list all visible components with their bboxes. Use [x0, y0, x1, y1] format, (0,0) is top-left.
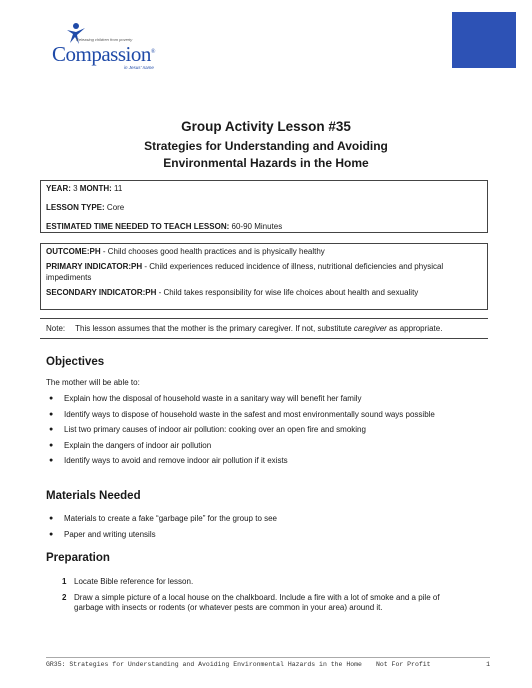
- outcome-line: [46, 246, 482, 257]
- step-number: 1: [62, 577, 67, 586]
- list-item: 1 Locate Bible reference for lesson.: [62, 577, 194, 586]
- header-color-block: [452, 12, 516, 68]
- bullet-icon: ●: [49, 426, 54, 433]
- primary-indicator-label: PRIMARY INDICATOR:PH: [46, 262, 143, 271]
- materials-heading: Materials Needed: [46, 490, 141, 502]
- compassion-logo: [52, 22, 162, 68]
- time-value: 60-90 Minutes: [229, 222, 283, 231]
- list-item: ● Identify ways to avoid and remove indoor air pollution if it exists: [49, 456, 288, 465]
- lesson-type-line: [46, 202, 482, 213]
- page-number: 1: [486, 661, 490, 668]
- time-label: ESTIMATED TIME NEEDED TO TEACH LESSON:: [46, 222, 230, 231]
- subtitle-line-2: Environmental Hazards in the Home: [163, 156, 369, 170]
- note-box: [40, 318, 488, 339]
- logo-subline: in Jesus' name: [124, 65, 154, 70]
- list-item: ● Identify ways to dispose of household waste in the safest and most environmentally sound ways possible: [49, 409, 435, 419]
- lesson-info-box: [40, 180, 488, 233]
- subtitle-line-1: Strategies for Understanding and Avoiding: [144, 139, 388, 153]
- month-label: MONTH:: [79, 184, 112, 193]
- preparation-heading: Preparation: [46, 552, 110, 564]
- list-item: ● Explain how the disposal of household waste in a sanitary way will benefit her family: [49, 394, 362, 403]
- year-value: 3: [70, 184, 80, 193]
- year-month-line: [46, 183, 482, 194]
- secondary-indicator-label: SECONDARY INDICATOR:PH: [46, 288, 157, 297]
- bullet-icon: ●: [49, 441, 54, 449]
- list-item: ● Explain the dangers of indoor air pollution: [49, 440, 212, 450]
- year-label: YEAR:: [46, 184, 71, 193]
- note-label: Note:: [46, 324, 66, 333]
- preparation-list: [46, 577, 466, 619]
- bullet-icon: ●: [49, 410, 54, 418]
- primary-indicator-text: - Child experiences reduced incidence of illness, nutritional deficiencies and physical impediments: [46, 262, 444, 282]
- bullet-icon: ●: [49, 457, 54, 464]
- primary-indicator-line: [46, 261, 482, 283]
- bullet-icon: ●: [49, 530, 54, 538]
- month-value: 11: [111, 184, 123, 193]
- secondary-indicator-line: [46, 287, 482, 298]
- lesson-type-value: Core: [104, 203, 125, 212]
- outcome-box: [40, 243, 488, 310]
- list-item: 2 Draw a simple picture of a local house on the chalkboard. Include a fire with a lot of smoke and a pile of garbage with insects or rodents (or whatever pests are common in your area) around it.: [62, 592, 440, 612]
- bullet-icon: ●: [49, 395, 54, 402]
- list-item: ● Materials to create a fake “garbage pile” for the group to see: [49, 514, 278, 523]
- title-block: [0, 119, 532, 172]
- outcome-label: OUTCOME:PH: [46, 247, 101, 256]
- materials-list: [46, 514, 466, 545]
- page-title: Group Activity Lesson #35: [181, 119, 351, 134]
- list-item: ● List two primary causes of indoor air pollution: cooking over an open fire and smoking: [49, 425, 366, 434]
- footer-document-title: GR35: Strategies for Understanding and Avoiding Environmental Hazards in the Home: [46, 661, 362, 668]
- logo-tagline: Releasing children from poverty: [76, 37, 133, 42]
- time-line: [46, 221, 482, 232]
- objectives-intro: The mother will be able to:: [46, 378, 140, 387]
- note-text: This lesson assumes that the mother is the primary caregiver. If not, substitute caregiver as appropriate.: [75, 324, 443, 333]
- outcome-text: - Child chooses good health practices and is physically healthy: [100, 247, 325, 256]
- objectives-heading: Objectives: [46, 356, 105, 368]
- bullet-icon: ●: [49, 515, 54, 522]
- lesson-type-label: LESSON TYPE:: [46, 203, 105, 212]
- page-footer: [46, 657, 490, 668]
- logo-wordmark: Compassion®: [52, 42, 155, 66]
- step-number: 2: [62, 592, 67, 602]
- objectives-list: [46, 394, 466, 472]
- secondary-indicator-text: - Child takes responsibility for wise life choices about health and sexuality: [156, 288, 419, 297]
- footer-notice: Not For Profit: [375, 661, 431, 668]
- list-item: ● Paper and writing utensils: [49, 529, 156, 539]
